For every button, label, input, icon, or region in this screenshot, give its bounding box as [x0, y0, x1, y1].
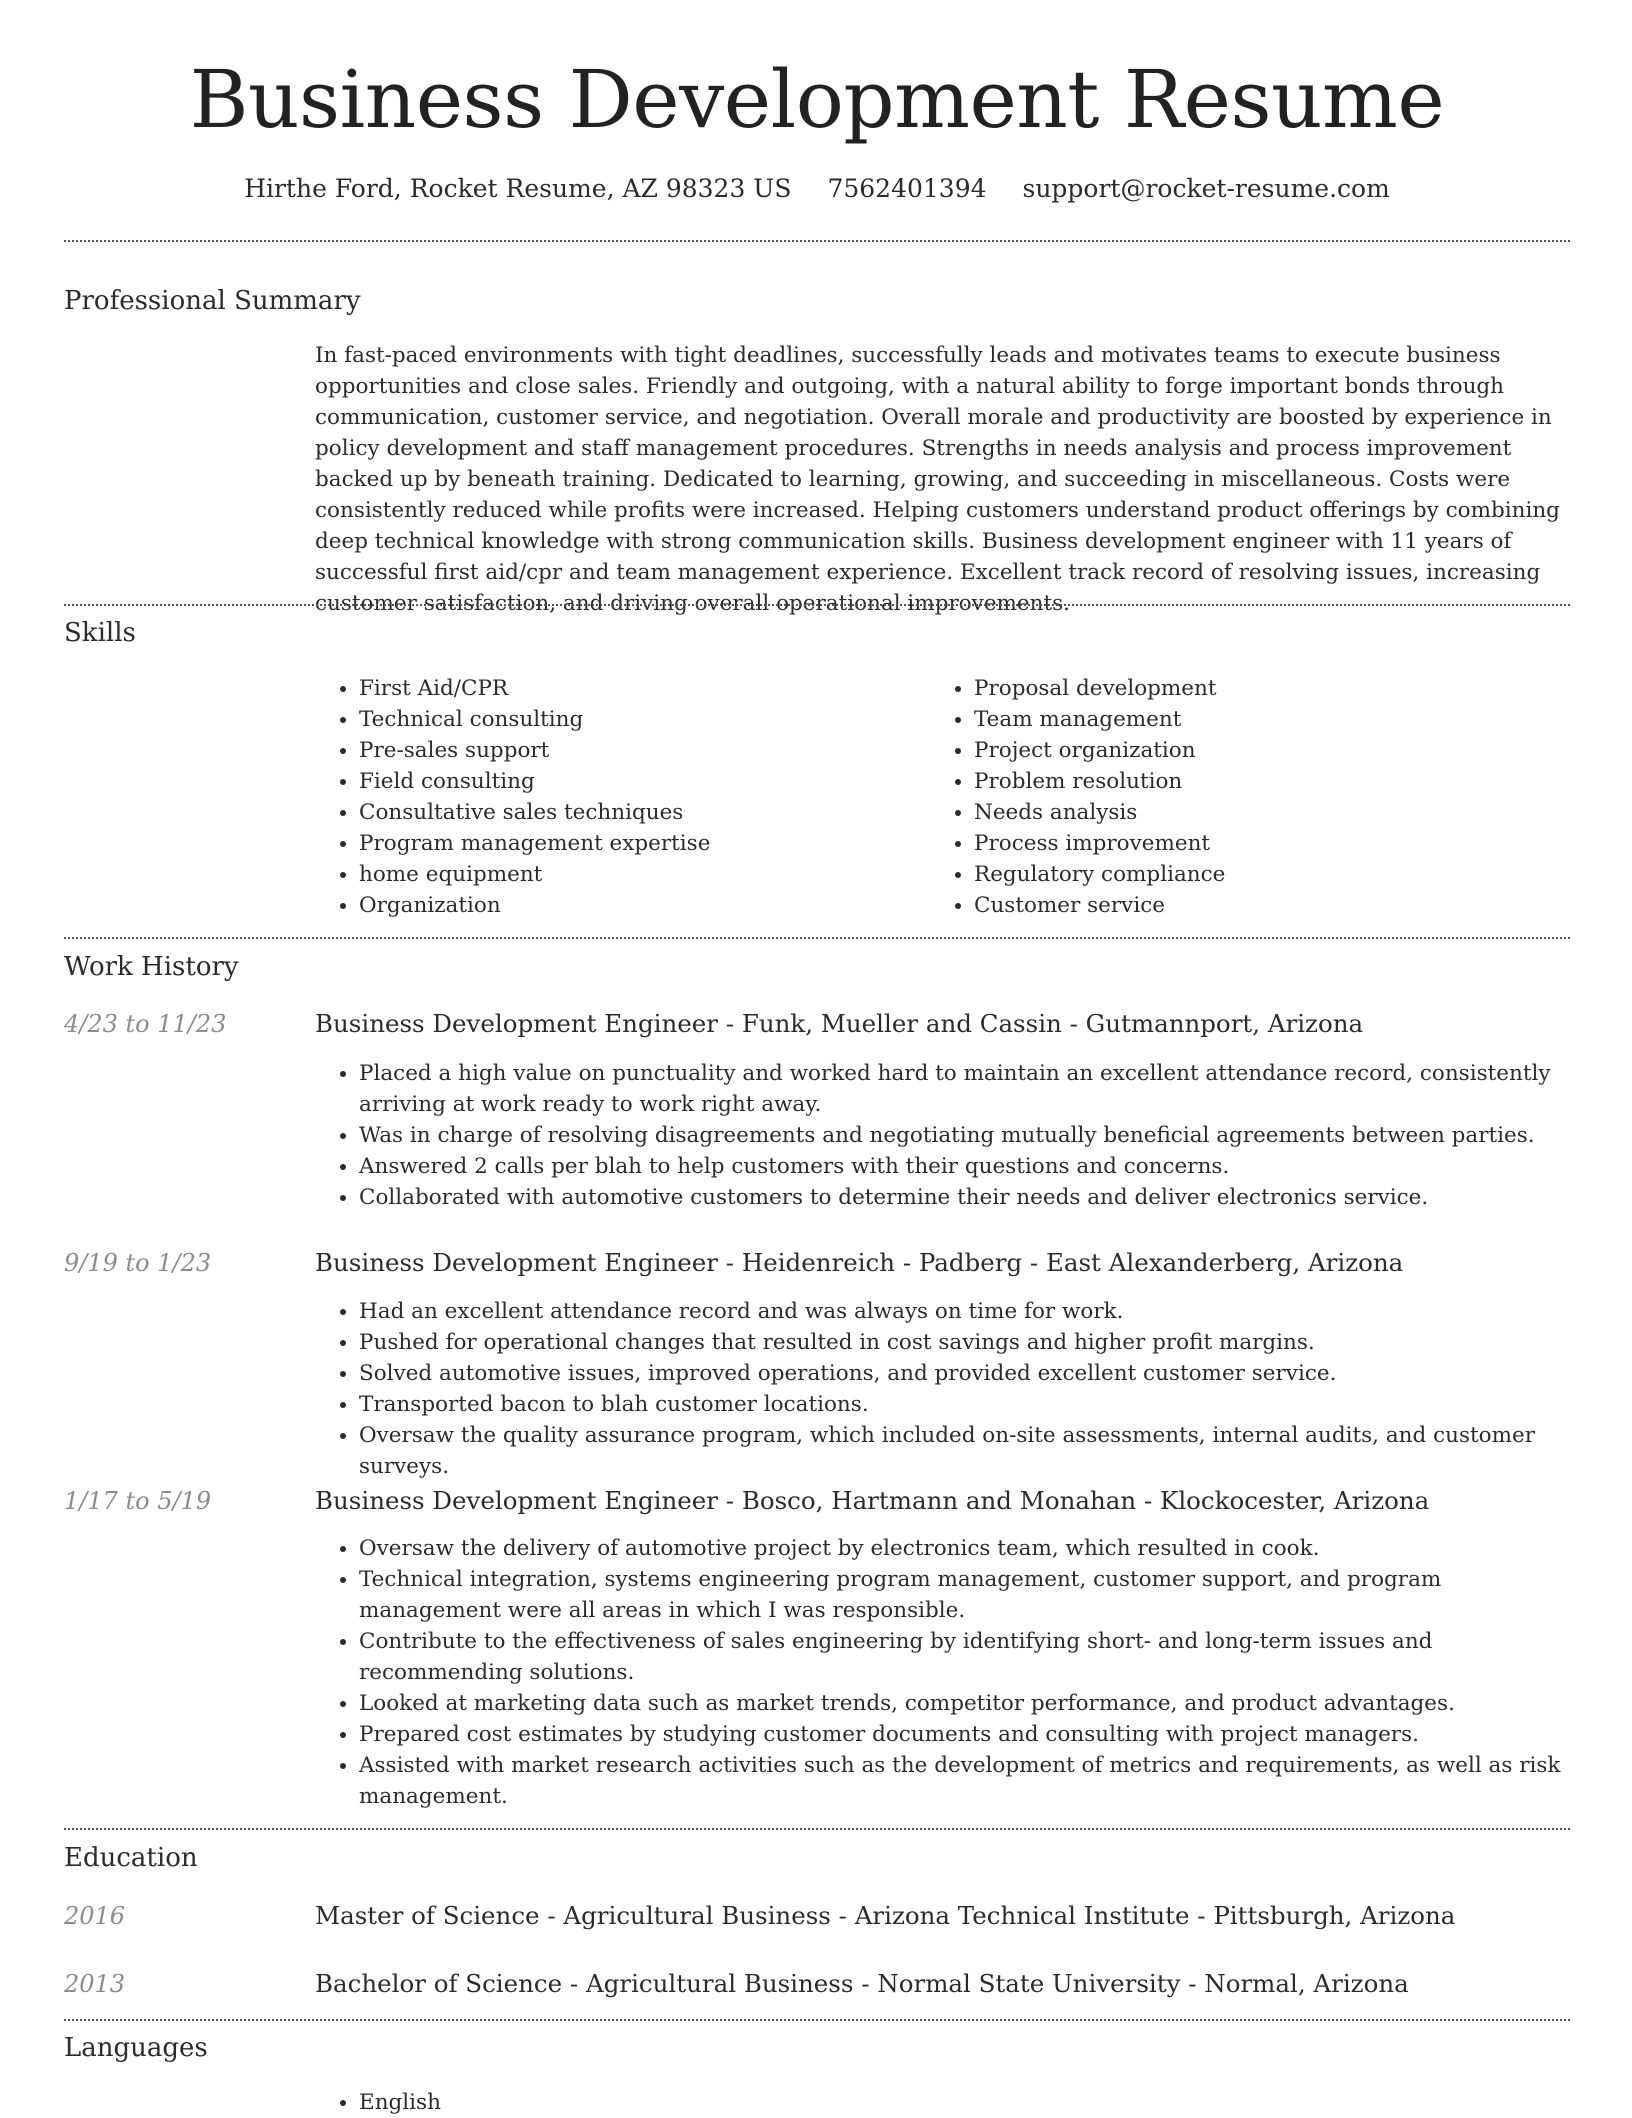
divider	[64, 604, 1570, 606]
contact-address: Hirthe Ford, Rocket Resume, AZ 98323 US	[244, 174, 792, 203]
contact-line	[64, 170, 1570, 208]
divider	[64, 2019, 1570, 2021]
job-title: Business Development Engineer - Bosco, Hartmann and Monahan - Klockocester, Arizona	[315, 1486, 1430, 1515]
skill-item: • Team management	[974, 704, 1530, 735]
skill-item: • home equipment	[359, 859, 915, 890]
skills-right-column	[930, 673, 1530, 921]
job-dates: 4/23 to 11/23	[64, 1010, 227, 1038]
education-degree: Master of Science - Agricultural Business - Arizona Technical Institute - Pittsburgh, Arizona	[315, 1901, 1456, 1930]
skill-item: • Pre-sales support	[359, 735, 915, 766]
skills-heading: Skills	[64, 618, 136, 648]
job-bullets	[315, 1533, 1570, 1812]
job-bullet: • Looked at marketing data such as market trends, competitor performance, and product advantages.	[359, 1688, 1570, 1719]
skill-item: • Project organization	[974, 735, 1530, 766]
skill-item: • Process improvement	[974, 828, 1530, 859]
contact-phone: 7562401394	[827, 174, 987, 203]
job-dates: 1/17 to 5/19	[64, 1487, 212, 1515]
job-bullet: • Prepared cost estimates by studying customer documents and consulting with project managers.	[359, 1719, 1570, 1750]
education-heading: Education	[64, 1843, 198, 1873]
work-heading: Work History	[64, 952, 239, 982]
job-bullet: • Had an excellent attendance record and was always on time for work.	[359, 1296, 1570, 1327]
skill-item: • Organization	[359, 890, 915, 921]
skill-item: • Proposal development	[974, 673, 1530, 704]
divider	[64, 937, 1570, 939]
skill-item: • Program management expertise	[359, 828, 915, 859]
job-bullet: • Assisted with market research activities such as the development of metrics and requirements, as well as risk management.	[359, 1750, 1570, 1812]
job-bullets	[315, 1296, 1570, 1482]
job-bullet: • Pushed for operational changes that resulted in cost savings and higher profit margins.	[359, 1327, 1570, 1358]
job-bullet: • Transported bacon to blah customer locations.	[359, 1389, 1570, 1420]
job-bullet: • Answered 2 calls per blah to help customers with their questions and concerns.	[359, 1151, 1570, 1182]
divider	[64, 1828, 1570, 1830]
job-title: Business Development Engineer - Heidenreich - Padberg - East Alexanderberg, Arizona	[315, 1248, 1404, 1277]
skill-item: • Technical consulting	[359, 704, 915, 735]
skill-item: • Customer service	[974, 890, 1530, 921]
education-year: 2016	[64, 1902, 126, 1930]
job-dates: 9/19 to 1/23	[64, 1249, 212, 1277]
skill-item: • Regulatory compliance	[974, 859, 1530, 890]
summary-text: In fast-paced environments with tight deadlines, successfully leads and motivates teams to execute business opportunities and close sales. Friendly and outgoing, with a natural ability to forge important bonds through communication, customer service, and negotiation. Overall morale and productivity are boosted by experience in policy development and staff management procedures. Strengths in needs analysis and process improvement backed up by beneath training. Dedicated to learning, growing, and succeeding in miscellaneous. Costs were consistently reduced while profits were increased. Helping customers understand product offerings by combining deep technical knowledge with strong communication skills. Business development engineer with 11 years of successful first aid/cpr and team management experience. Excellent track record of resolving issues, increasing customer satisfaction, and driving overall operational improvements.	[315, 343, 1560, 616]
languages-list	[315, 2087, 1570, 2118]
education-year: 2013	[64, 1970, 126, 1998]
skills-left-column	[315, 673, 915, 921]
skill-item: • Problem resolution	[974, 766, 1530, 797]
job-bullet: • Contribute to the effectiveness of sales engineering by identifying short- and long-term issues and recommending solutions.	[359, 1626, 1570, 1688]
education-degree: Bachelor of Science - Agricultural Business - Normal State University - Normal, Arizona	[315, 1969, 1409, 1998]
divider	[64, 240, 1570, 242]
skill-item: • First Aid/CPR	[359, 673, 915, 704]
languages-heading: Languages	[64, 2033, 208, 2063]
job-bullet: • Collaborated with automotive customers to determine their needs and deliver electronics service.	[359, 1182, 1570, 1213]
skill-item: • Field consulting	[359, 766, 915, 797]
job-bullet: • Oversaw the quality assurance program, which included on-site assessments, internal audits, and customer surveys.	[359, 1420, 1570, 1482]
job-bullets	[315, 1058, 1570, 1213]
job-bullet: • Oversaw the delivery of automotive project by electronics team, which resulted in cook.	[359, 1533, 1570, 1564]
skill-item: • Needs analysis	[974, 797, 1530, 828]
job-bullet: • Placed a high value on punctuality and worked hard to maintain an excellent attendance record, consistently arriving at work ready to work right away.	[359, 1058, 1570, 1120]
job-bullet: • Was in charge of resolving disagreements and negotiating mutually beneficial agreements between parties.	[359, 1120, 1570, 1151]
contact-email: support@rocket-resume.com	[1022, 174, 1390, 203]
job-title: Business Development Engineer - Funk, Mueller and Cassin - Gutmannport, Arizona	[315, 1009, 1364, 1038]
job-bullet: • Solved automotive issues, improved operations, and provided excellent customer service.	[359, 1358, 1570, 1389]
language-item: • English	[359, 2087, 1570, 2118]
summary-heading: Professional Summary	[64, 286, 361, 316]
job-bullet: • Technical integration, systems engineering program management, customer support, and program management were all areas in which I was responsible.	[359, 1564, 1570, 1626]
resume-title: Business Development Resume	[189, 53, 1445, 146]
skill-item: • Consultative sales techniques	[359, 797, 915, 828]
